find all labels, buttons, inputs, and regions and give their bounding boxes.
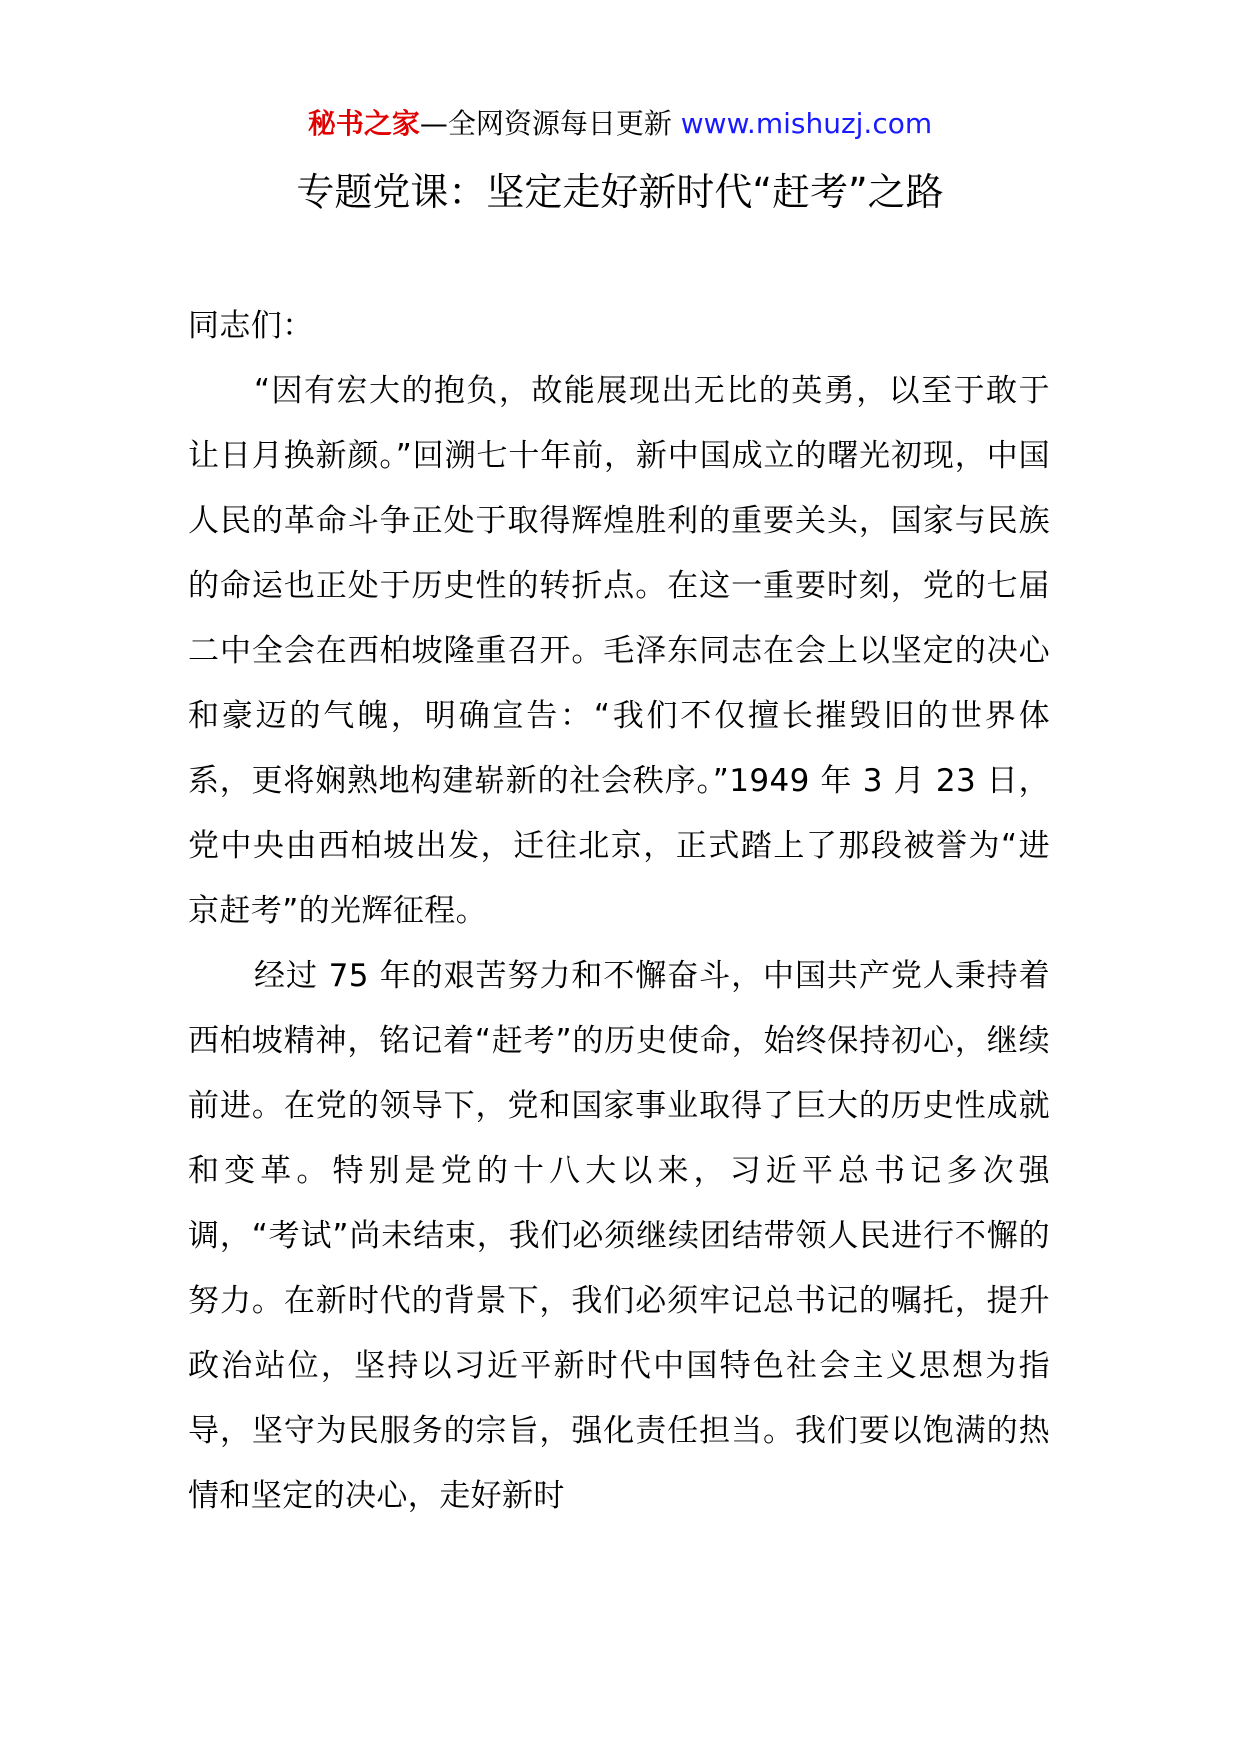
document-body: [188, 294, 1050, 1529]
site-name: 秘书之家: [307, 107, 420, 140]
site-tagline: —全网资源每日更新: [419, 107, 681, 140]
salutation: 同志们：: [188, 308, 314, 344]
paragraph-2: 经过 75 年的艰苦努力和不懈奋斗，中国共产党人秉持着西柏坡精神，铭记着“赶考”的历史使命，始终保持初心，继续前进。在党的领导下，党和国家事业取得了巨大的历史性成就和变革。特别是党的十八大以来，习近平总书记多次强调，“考试”尚未结束，我们必须继续团结带领人民进行不懈的努力。在新时代的背景下，我们必须牢记总书记的嘱托，提升政治站位，坚持以习近平新时代中国特色社会主义思想为指导，坚守为民服务的宗旨，强化责任担当。我们要以饱满的热情和坚定的决心，走好新时: [188, 958, 1050, 1514]
document-title: 专题党课：坚定走好新时代“赶考”之路: [296, 170, 944, 214]
paragraph-1: “因有宏大的抱负，故能展现出无比的英勇，以至于敢于让日月换新颜。”回溯七十年前，新中国成立的曙光初现，中国人民的革命斗争正处于取得辉煌胜利的重要关头，国家与民族的命运也正处于历史性的转折点。在这一重要时刻，党的七届二中全会在西柏坡隆重召开。毛泽东同志在会上以坚定的决心和豪迈的气魄，明确宣告：“我们不仅擅长摧毁旧的世界体系，更将娴熟地构建崭新的社会秩序。”1949 年 3 月 23 日，党中央由西柏坡出发，迁往北京，正式踏上了那段被誉为“进京赶考”的光辉征程。: [188, 373, 1050, 929]
site-url-link[interactable]: www.mishuzj.com: [680, 107, 933, 140]
site-banner: [0, 104, 1240, 144]
